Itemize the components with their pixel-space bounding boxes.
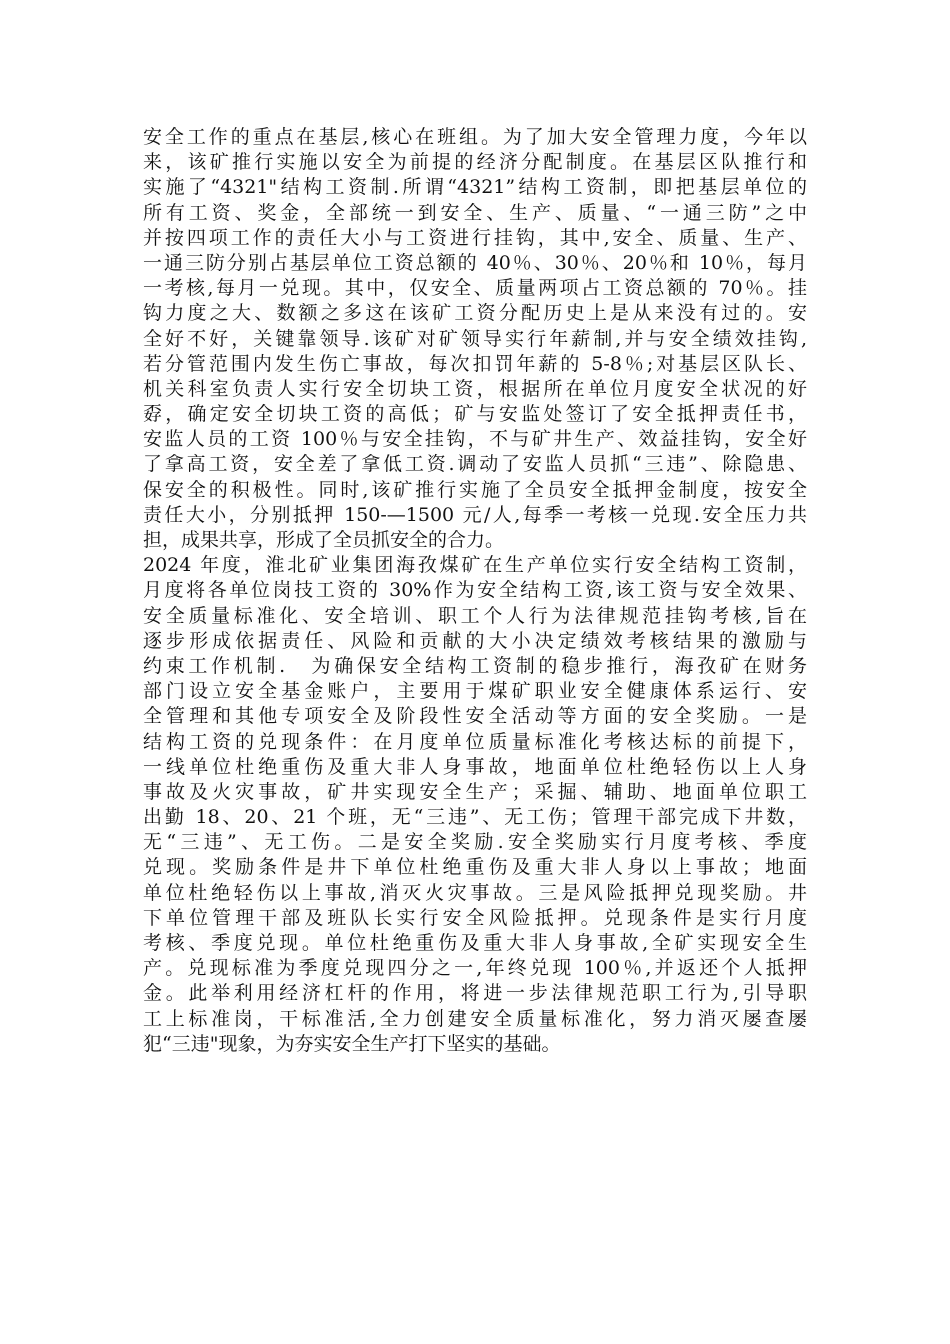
text-line: 金。此举利用经济杠杆的作用，将进一步法律规范职工行为,引导职	[143, 982, 807, 1005]
document-body	[143, 125, 807, 1057]
text-line: 兑现。奖励条件是井下单位杜绝重伤及重大非人身以上事故；地面	[143, 856, 807, 879]
paragraph	[143, 553, 807, 1057]
text-line: 月度将各单位岗技工资的 30%作为安全结构工资,该工资与安全效果、	[143, 579, 807, 602]
text-line: 一通三防分别占基层单位工资总额的 40％、30％、20％和 10％，每月	[143, 251, 807, 274]
text-line: 出勤 18、20、21 个班，无“三违”、无工伤；管理干部完成下井数，	[143, 806, 807, 829]
text-line: 安全工作的重点在基层,核心在班组。为了加大安全管理力度，今年以	[143, 126, 807, 148]
text-line: 了拿高工资，安全差了拿低工资.调动了安监人员抓“三违”、除隐患、	[143, 453, 807, 476]
text-line: 若分管范围内发生伤亡事故，每次扣罚年薪的 5-8％;对基层区队长、	[143, 352, 807, 375]
text-line: 无“三违”、无工伤。二是安全奖励.安全奖励实行月度考核、季度	[143, 831, 807, 854]
text-line: 孬，确定安全切块工资的高低；矿与安监处签订了安全抵押责任书，	[143, 403, 807, 426]
text-line: 并按四项工作的责任大小与工资进行挂钩，其中,安全、质量、生产、	[143, 226, 807, 249]
text-line: 钩力度之大、数额之多这在该矿工资分配历史上是从来没有过的。安	[143, 302, 807, 325]
text-line: 单位杜绝轻伤以上事故,消灭火灾事故。三是风险抵押兑现奖励。井	[143, 881, 807, 904]
text-line: 全好不好，关键靠领导.该矿对矿领导实行年薪制,并与安全绩效挂钩,	[143, 327, 807, 350]
text-line: 犯“三违"现象，为夯实安全生产打下坚实的基础。	[143, 1032, 561, 1055]
text-line: 机关科室负责人实行安全切块工资，根据所在单位月度安全状况的好	[143, 377, 807, 400]
text-line: 部门设立安全基金账户，主要用于煤矿职业安全健康体系运行、安	[143, 680, 807, 703]
text-line: 下单位管理干部及班队长实行安全风险抵押。兑现条件是实行月度	[143, 906, 807, 929]
text-line: 事故及火灾事故，矿井实现安全生产；采掘、辅助、地面单位职工	[143, 780, 807, 803]
text-line: 全管理和其他专项安全及阶段性安全活动等方面的安全奖励。一是	[143, 705, 807, 728]
text-line: 工上标准岗，干标准活,全力创建安全质量标准化，努力消灭屡查屡	[143, 1007, 807, 1030]
text-line: 所有工资、奖金，全部统一到安全、生产、质量、“一通三防”之中	[143, 201, 807, 224]
text-line: 来，该矿推行实施以安全为前提的经济分配制度。在基层区队推行和	[143, 151, 807, 174]
text-line: 逐步形成依据责任、风险和贡献的大小决定绩效考核结果的激励与	[143, 629, 807, 652]
text-line: 约束工作机制. 为确保安全结构工资制的稳步推行，海孜矿在财务	[143, 654, 807, 677]
paragraph	[143, 125, 807, 553]
text-line: 结构工资的兑现条件：在月度单位质量标准化考核达标的前提下，	[143, 730, 807, 753]
text-line: 保安全的积极性。同时,该矿推行实施了全员安全抵押金制度，按安全	[143, 478, 807, 501]
text-line: 担，成果共享，形成了全员抓安全的合力。	[143, 529, 505, 551]
text-line: 一线单位杜绝重伤及重大非人身事故，地面单位杜绝轻伤以上人身	[143, 755, 807, 778]
text-line: 安全质量标准化、安全培训、职工个人行为法律规范挂钩考核,旨在	[143, 604, 807, 627]
text-line: 产。兑现标准为季度兑现四分之一,年终兑现 100％,并返还个人抵押	[143, 957, 807, 980]
text-line: 一考核,每月一兑现。其中，仅安全、质量两项占工资总额的 70％。挂	[143, 277, 807, 300]
text-line: 实施了“4321"结构工资制.所谓“4321”结构工资制，即把基层单位的	[143, 176, 807, 199]
text-line: 2024 年度，淮北矿业集团海孜煤矿在生产单位实行安全结构工资制，	[143, 554, 807, 577]
text-line: 责任大小，分别抵押 150-—1500 元/人,每季一考核一兑现.安全压力共	[143, 503, 807, 526]
text-line: 安监人员的工资 100％与安全挂钩，不与矿井生产、效益挂钩，安全好	[143, 428, 807, 451]
text-line: 考核、季度兑现。单位杜绝重伤及重大非人身事故,全矿实现安全生	[143, 932, 807, 954]
